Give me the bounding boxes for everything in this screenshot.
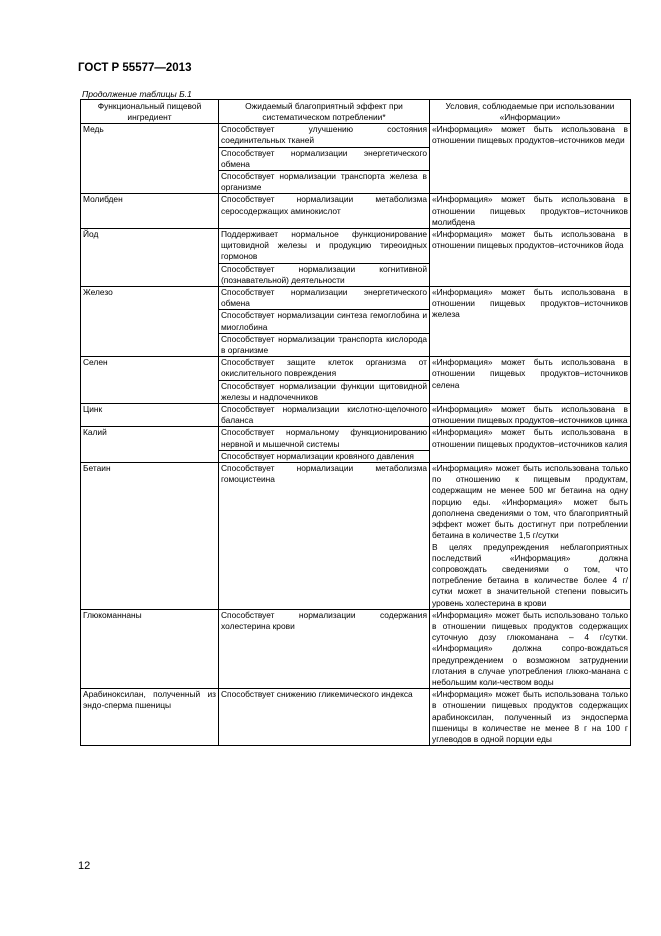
ingredient-cell: Железо [81, 287, 219, 357]
effect-cell [219, 427, 430, 463]
ingredient-cell: Глюкоманнаны [81, 609, 219, 688]
effect-entry: Способствует защите клеток организма от окислительного повреждения [219, 357, 429, 380]
condition-paragraph: «Информация» может быть использована в отношении пищевых продуктов–источников йода [432, 229, 628, 251]
conditions-cell [430, 124, 631, 194]
conditions-cell [430, 427, 631, 463]
conditions-cell [430, 194, 631, 229]
effect-entry: Способствует нормализации энергетического обмена [219, 148, 429, 171]
condition-paragraph: «Информация» может быть использована в отношении пищевых продуктов–источников селена [432, 357, 628, 390]
effect-cell [219, 287, 430, 357]
table-row [81, 229, 631, 287]
effect-cell [219, 689, 430, 746]
effect-entry: Способствует нормализации содержания холестерина крови [221, 609, 427, 631]
effect-entry: Способствует улучшению состояния соединительных тканей [219, 124, 429, 147]
ingredient-cell: Цинк [81, 404, 219, 427]
condition-paragraph: «Информация» может быть использована в отношении пищевых продуктов–источников калия [432, 427, 628, 449]
table-body [81, 124, 631, 746]
effect-entry: Способствует нормализации транспорта кислорода в организме [221, 333, 427, 356]
ingredient-cell: Молибден [81, 194, 219, 229]
effect-cell [219, 194, 430, 229]
condition-paragraph: «Информация» может быть использована в отношении пищевых продуктов–источников железа [432, 287, 628, 320]
effect-entry: Способствует нормализации метаболизма серосодержащих аминокислот [221, 194, 427, 216]
ingredient-cell: Йод [81, 229, 219, 287]
effect-entry: Способствует нормализации метаболизма гомоцистеина [221, 463, 427, 485]
conditions-cell [430, 287, 631, 357]
table-row [81, 689, 631, 746]
effect-entry: Способствует снижению гликемического индекса [221, 689, 413, 700]
effect-entry: Способствует нормальному функционированию нервной и мышечной системы [219, 427, 429, 450]
table-row [81, 124, 631, 194]
column-header-conditions: Условия, соблюдаемые при использовании «Информации» [430, 100, 631, 124]
table-row [81, 427, 631, 463]
ingredient-cell: Селен [81, 357, 219, 404]
conditions-cell [430, 229, 631, 287]
conditions-cell [430, 404, 631, 427]
page-number: 12 [78, 860, 91, 872]
table-row [81, 194, 631, 229]
table-row [81, 287, 631, 357]
conditions-cell [430, 609, 631, 688]
effect-entry: Способствует нормализации кровяного давления [221, 450, 414, 461]
ingredient-cell: Арабиноксилан, полученный из эндо-сперма пшеницы [81, 689, 219, 746]
column-header-effect: Ожидаемый благоприятный эффект при систематическом потреблении* [219, 100, 430, 124]
nutrient-table [80, 99, 631, 746]
condition-paragraph: «Информация» может быть использована в отношении пищевых продуктов–источников молибдена [432, 194, 628, 227]
effect-entry: Способствует нормализации когнитивной (познавательной) деятельности [221, 263, 427, 285]
conditions-cell [430, 463, 631, 610]
ingredient-cell: Медь [81, 124, 219, 194]
effect-cell [219, 609, 430, 688]
table-row [81, 609, 631, 688]
effect-cell [219, 229, 430, 287]
ingredient-cell: Бетаин [81, 463, 219, 610]
condition-paragraph: «Информация» может быть использована только по отношению к пищевым продуктам, содержащим не менее 500 мг бетаина на одну порцию еды. «Информация» может быть дополнена сведениями о том, что благоприятный эффект может быть достигнут при потреблении бетаина в количестве 1,5 г/сутки [432, 463, 628, 541]
conditions-cell [430, 357, 631, 404]
conditions-cell [430, 689, 631, 746]
effect-entry: Способствует нормализации энергетического обмена [219, 287, 429, 310]
table-header-row [81, 100, 631, 124]
effect-cell [219, 404, 430, 427]
effect-cell [219, 357, 430, 404]
table-row [81, 463, 631, 610]
table-caption: Продолжение таблицы Б.1 [82, 89, 192, 99]
condition-paragraph: «Информация» может быть использована в отношении пищевых продуктов–источников цинка [432, 404, 628, 426]
column-header-ingredient: Функциональный пищевой ингредиент [81, 100, 219, 124]
table-row [81, 404, 631, 427]
condition-paragraph: «Информация» может быть использована только в отношении пищевых продуктов содержащих арабиноксилан, полученный из эндосперма пшеницы в количестве не менее 8 г на 100 г углеводов в одной порции еды [432, 689, 628, 744]
effect-cell [219, 124, 430, 194]
effect-entry: Способствует нормализации кислотно-щелочного баланса [221, 404, 427, 426]
condition-paragraph: В целях предупреждения неблагоприятных последствий «Информация» должна сопровождать сведениями о том, что потребление бетаина в количестве более 4 г/сутки может в значительной степени повысить уровень холестерина в крови [432, 541, 628, 608]
ingredient-cell: Калий [81, 427, 219, 463]
effect-entry: Поддерживает нормальное функционирование щитовидной железы и продукцию тиреоидных гормонов [219, 229, 429, 264]
effect-entry: Способствует нормализации транспорта железа в организме [221, 171, 427, 193]
table-row [81, 357, 631, 404]
document-header: ГОСТ Р 55577—2013 [78, 62, 192, 74]
condition-paragraph: «Информация» может быть использовано только в отношении пищевых продуктов содержащих суточную дозу глюкоманана – 4 г/сутки. «Информация» должна сопро-вождаться предупреждением о возможном затруднении глотания в случае употребления глюко-манана с небольшим коли-чеством воды [432, 609, 628, 687]
effect-entry: Способствует нормализации синтеза гемоглобина и миоглобина [219, 310, 429, 333]
condition-paragraph: «Информация» может быть использована в отношении пищевых продуктов–источников меди [432, 124, 628, 146]
effect-entry: Способствует нормализации функции щитовидной железы и надпочечников [221, 380, 427, 402]
effect-cell [219, 463, 430, 610]
